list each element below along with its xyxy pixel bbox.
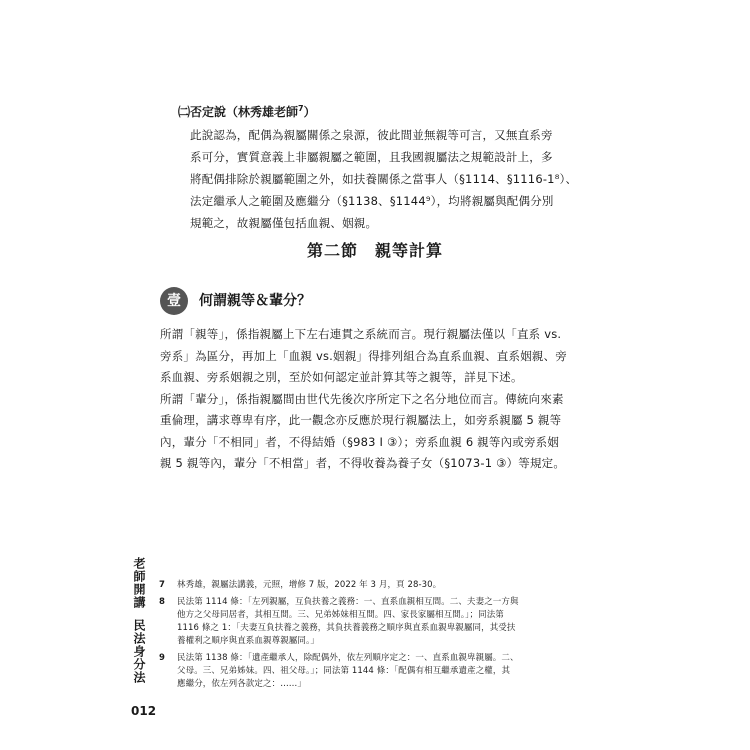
footnote-mark: 8 [159, 597, 166, 607]
footnote-mark: 9 [159, 653, 166, 663]
footnote-line: 1116 條之 1：「夫妻互負扶養之義務，其負扶養義務之順序與直系血親卑親屬同，其受扶 [177, 623, 516, 633]
footnote-line: 應繼分，依左列各款定之：……」 [177, 679, 307, 689]
paragraph-line: 將配偶排除於親屬範圍之外，如扶養關係之當事人（§1114、§1116-1⁸）、 [190, 172, 578, 186]
negative-theory-paragraph [190, 124, 590, 234]
body-line: 系血親、旁系姻親之別，至於如何認定並計算其等之親等，詳見下述。 [160, 370, 523, 384]
question-number-badge: 壹 [160, 287, 188, 315]
footnote-mark: 7 [159, 580, 166, 590]
body-line: 所謂「親等」，係指親屬上下左右連貫之系統而言。現行親屬法僅以「直系 vs. [160, 327, 562, 341]
footnote-line: 父母。三、兄弟姊妹。四、祖父母。」；同法第 1144 條：「配偶有相互繼承遺產之權，其 [177, 666, 511, 676]
margin-book-title: 民法身分法 [132, 619, 146, 684]
footnote-line: 民法第 1138 條：「遺產繼承人，除配偶外，依左列順序定之：一、直系血親卑親屬。二、 [177, 653, 519, 663]
body-line: 旁系」為區分，再加上「血親 vs.姻親」得排列組合為直系血親、直系姻親、旁 [160, 348, 568, 363]
footnote-line: 林秀雄，親屬法講義，元照，增修 7 版，2022 年 3 月，頁 28-30。 [177, 580, 442, 590]
subsection-heading-close: ） [303, 105, 316, 119]
footnote-8 [159, 596, 604, 648]
paragraph-line: 規範之，故親屬僅包括血親、姻親。 [190, 216, 378, 230]
question-title: 何謂親等＆輩分？ [199, 293, 311, 309]
paragraph-line: 系可分，實質意義上非屬親屬之範圍，且我國親屬法之規範設計上，多 [190, 150, 553, 164]
running-margin-title [131, 557, 147, 684]
paragraph-line: 法定繼承人之範圍及應繼分（§1138、§1144⁹），均將親屬與配偶分別 [190, 194, 554, 208]
footnote-line: 他方之父母同居者，其相互間。三、兄弟姊妹相互間。四、家長家屬相互間。」；同法第 [177, 610, 504, 620]
main-body-text [160, 324, 600, 475]
footnote-9 [159, 652, 604, 691]
footnote-line: 民法第 1114 條：「左列親屬，互負扶養之義務：一、直系血親相互間。二、夫妻之一方與 [177, 597, 519, 607]
body-line: 重倫理，講求尊卑有序，此一觀念亦反應於現行親屬法上，如旁系親屬 5 親等 [160, 413, 562, 427]
body-line: 親 5 親等內，輩分「不相當」者，不得收養為養子女（§1073-1 ③）等規定。 [160, 456, 566, 470]
footnote-line: 養權利之順序與直系血親尊親屬同。」 [177, 636, 319, 646]
footnotes [159, 579, 604, 695]
footnote-7 [159, 579, 604, 592]
page-number: 012 [131, 704, 157, 718]
paragraph-line: 此說認為，配偶為親屬關係之泉源，彼此間並無親等可言，又無直系旁 [190, 128, 553, 142]
body-line: 所謂「輩分」，係指親屬間由世代先後次序所定下之名分地位而言。傳統向來素 [160, 391, 564, 406]
section-title: 第二節 親等計算 [306, 241, 443, 260]
margin-series-title: 老師開講 [132, 557, 146, 609]
subsection-heading [178, 103, 316, 120]
footnote-ref-7: 7 [298, 104, 304, 113]
body-line: 內，輩分「不相同」者，不得結婚（§983 I ③）；旁系血親 6 親等內或旁系姻 [160, 434, 560, 449]
subsection-heading-label: ㈡否定說（林秀雄老師 [178, 105, 299, 119]
